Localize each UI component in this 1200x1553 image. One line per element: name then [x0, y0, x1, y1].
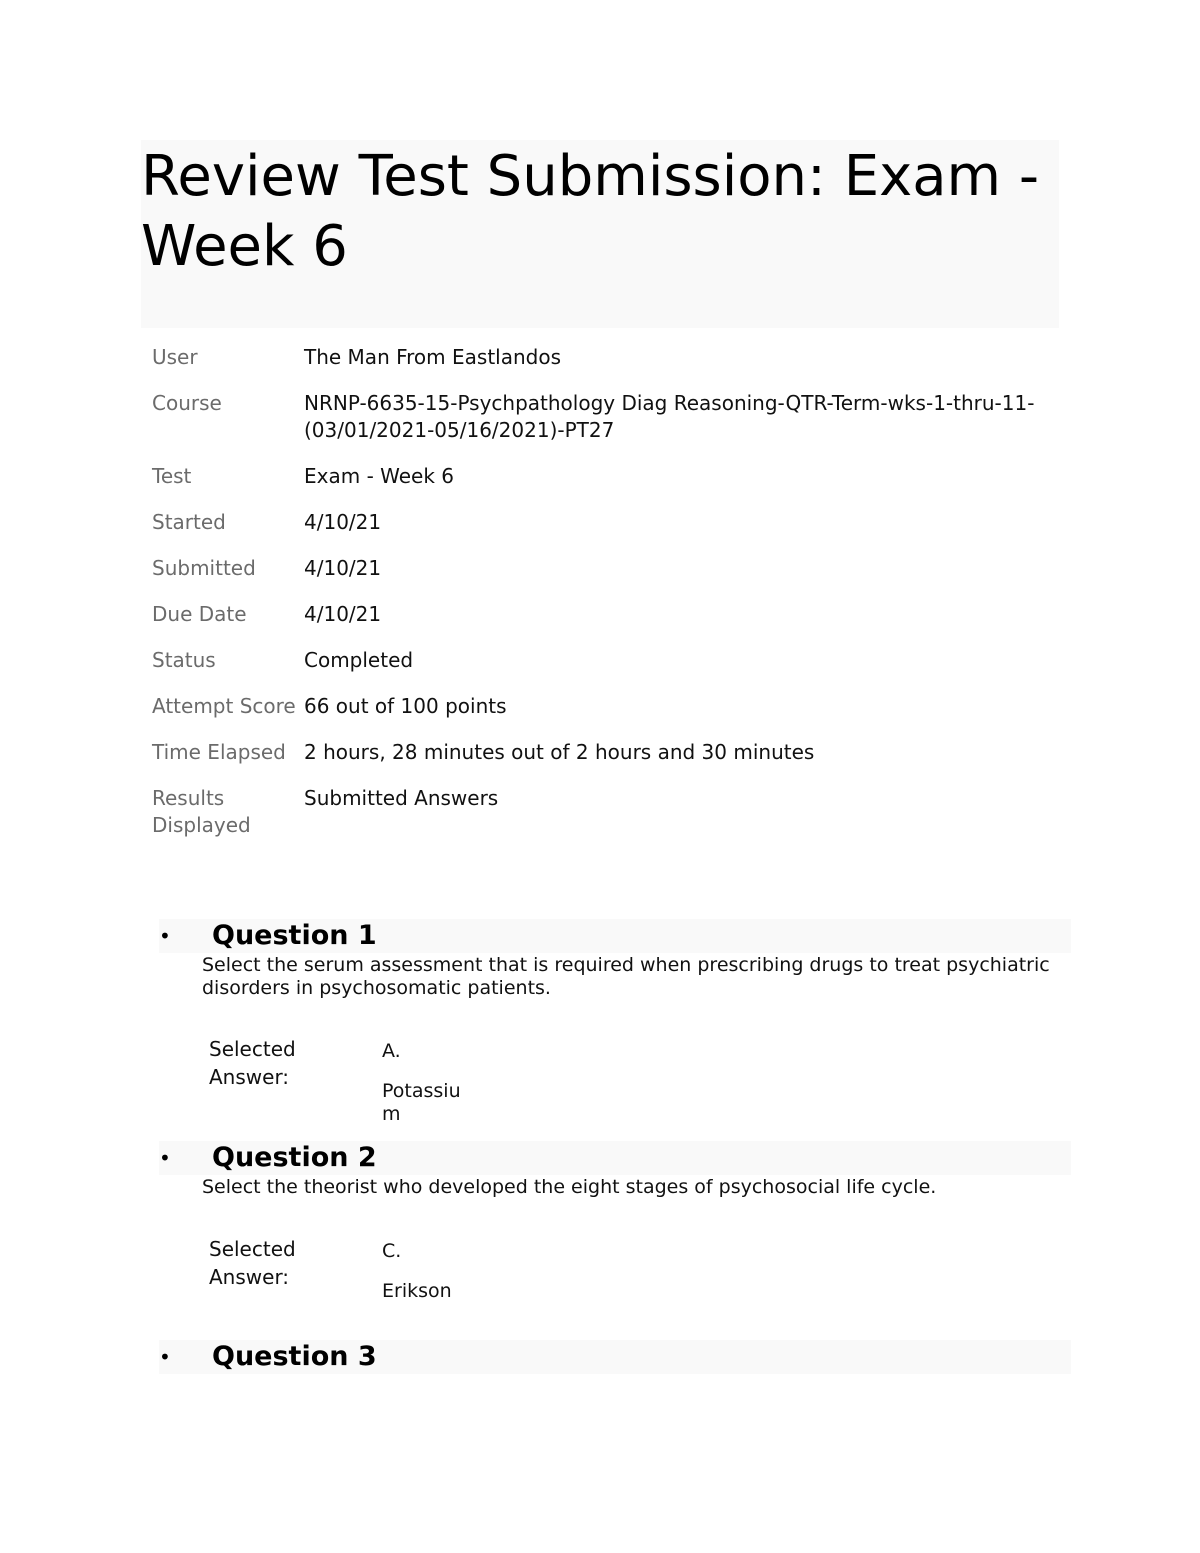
detail-value: 2 hours, 28 minutes out of 2 hours and 30 minutes — [304, 740, 815, 764]
detail-value: NRNP-6635-15-Psychpathology Diag Reasoning-QTR-Term-wks-1-thru-11-(03/01/2021-05/16/2021)-PT27 — [304, 391, 1035, 442]
detail-label: Status — [152, 648, 216, 672]
title-block — [141, 140, 1059, 328]
question-3 — [159, 1340, 1071, 1374]
detail-row-submitted — [152, 555, 1112, 582]
detail-row-course — [152, 390, 1112, 444]
question-1 — [159, 919, 1071, 1126]
bullet-icon: • — [159, 924, 171, 948]
detail-value: The Man From Eastlandos — [304, 345, 562, 369]
detail-label: Course — [152, 391, 222, 415]
detail-value: Completed — [304, 648, 414, 672]
detail-row-attempt-score — [152, 693, 1112, 720]
selected-answer — [382, 1035, 472, 1126]
selected-answer-label: Selected Answer: — [209, 1237, 296, 1289]
selected-answer-row — [209, 1235, 1071, 1303]
detail-value: Submitted Answers — [304, 786, 499, 810]
question-header — [159, 1141, 1071, 1175]
answer-letter: C. — [382, 1240, 402, 1262]
detail-label: User — [152, 345, 198, 369]
question-title: Question 2 — [212, 1142, 377, 1173]
detail-value: 4/10/21 — [304, 602, 382, 626]
detail-label: Time Elapsed — [152, 740, 286, 764]
answer-text: Potassium — [382, 1080, 461, 1125]
question-text: Select the serum assessment that is required when prescribing drugs to treat psychiatric disorders in psychosomatic patients. — [202, 954, 1050, 999]
detail-row-status — [152, 647, 1112, 674]
detail-row-test — [152, 463, 1112, 490]
question-header — [159, 1340, 1071, 1374]
submission-details-table — [152, 344, 1112, 858]
selected-answer-label: Selected Answer: — [209, 1037, 296, 1089]
detail-value: 66 out of 100 points — [304, 694, 507, 718]
bullet-icon: • — [159, 1345, 171, 1369]
detail-label: Results Displayed — [152, 786, 251, 837]
question-title: Question 3 — [212, 1341, 377, 1372]
detail-label: Started — [152, 510, 226, 534]
detail-value: 4/10/21 — [304, 510, 382, 534]
bullet-icon: • — [159, 1146, 171, 1170]
detail-label: Submitted — [152, 556, 256, 580]
detail-row-started — [152, 509, 1112, 536]
question-text: Select the theorist who developed the eight stages of psychosocial life cycle. — [202, 1176, 937, 1198]
detail-row-time-elapsed — [152, 739, 1112, 766]
detail-value: Exam - Week 6 — [304, 464, 455, 488]
detail-row-results-displayed — [152, 785, 1112, 839]
page-title: Review Test Submission: Exam - Week 6 — [141, 144, 1040, 279]
detail-row-due-date — [152, 601, 1112, 628]
question-title: Question 1 — [212, 920, 377, 951]
detail-label: Due Date — [152, 602, 247, 626]
selected-answer — [382, 1235, 452, 1303]
detail-row-user — [152, 344, 1112, 371]
answer-text: Erikson — [382, 1280, 452, 1302]
answer-letter: A. — [382, 1040, 401, 1062]
question-header — [159, 919, 1071, 953]
detail-value: 4/10/21 — [304, 556, 382, 580]
question-2 — [159, 1141, 1071, 1303]
detail-label: Test — [152, 464, 192, 488]
detail-label: Attempt Score — [152, 694, 296, 718]
selected-answer-row — [209, 1035, 1071, 1126]
